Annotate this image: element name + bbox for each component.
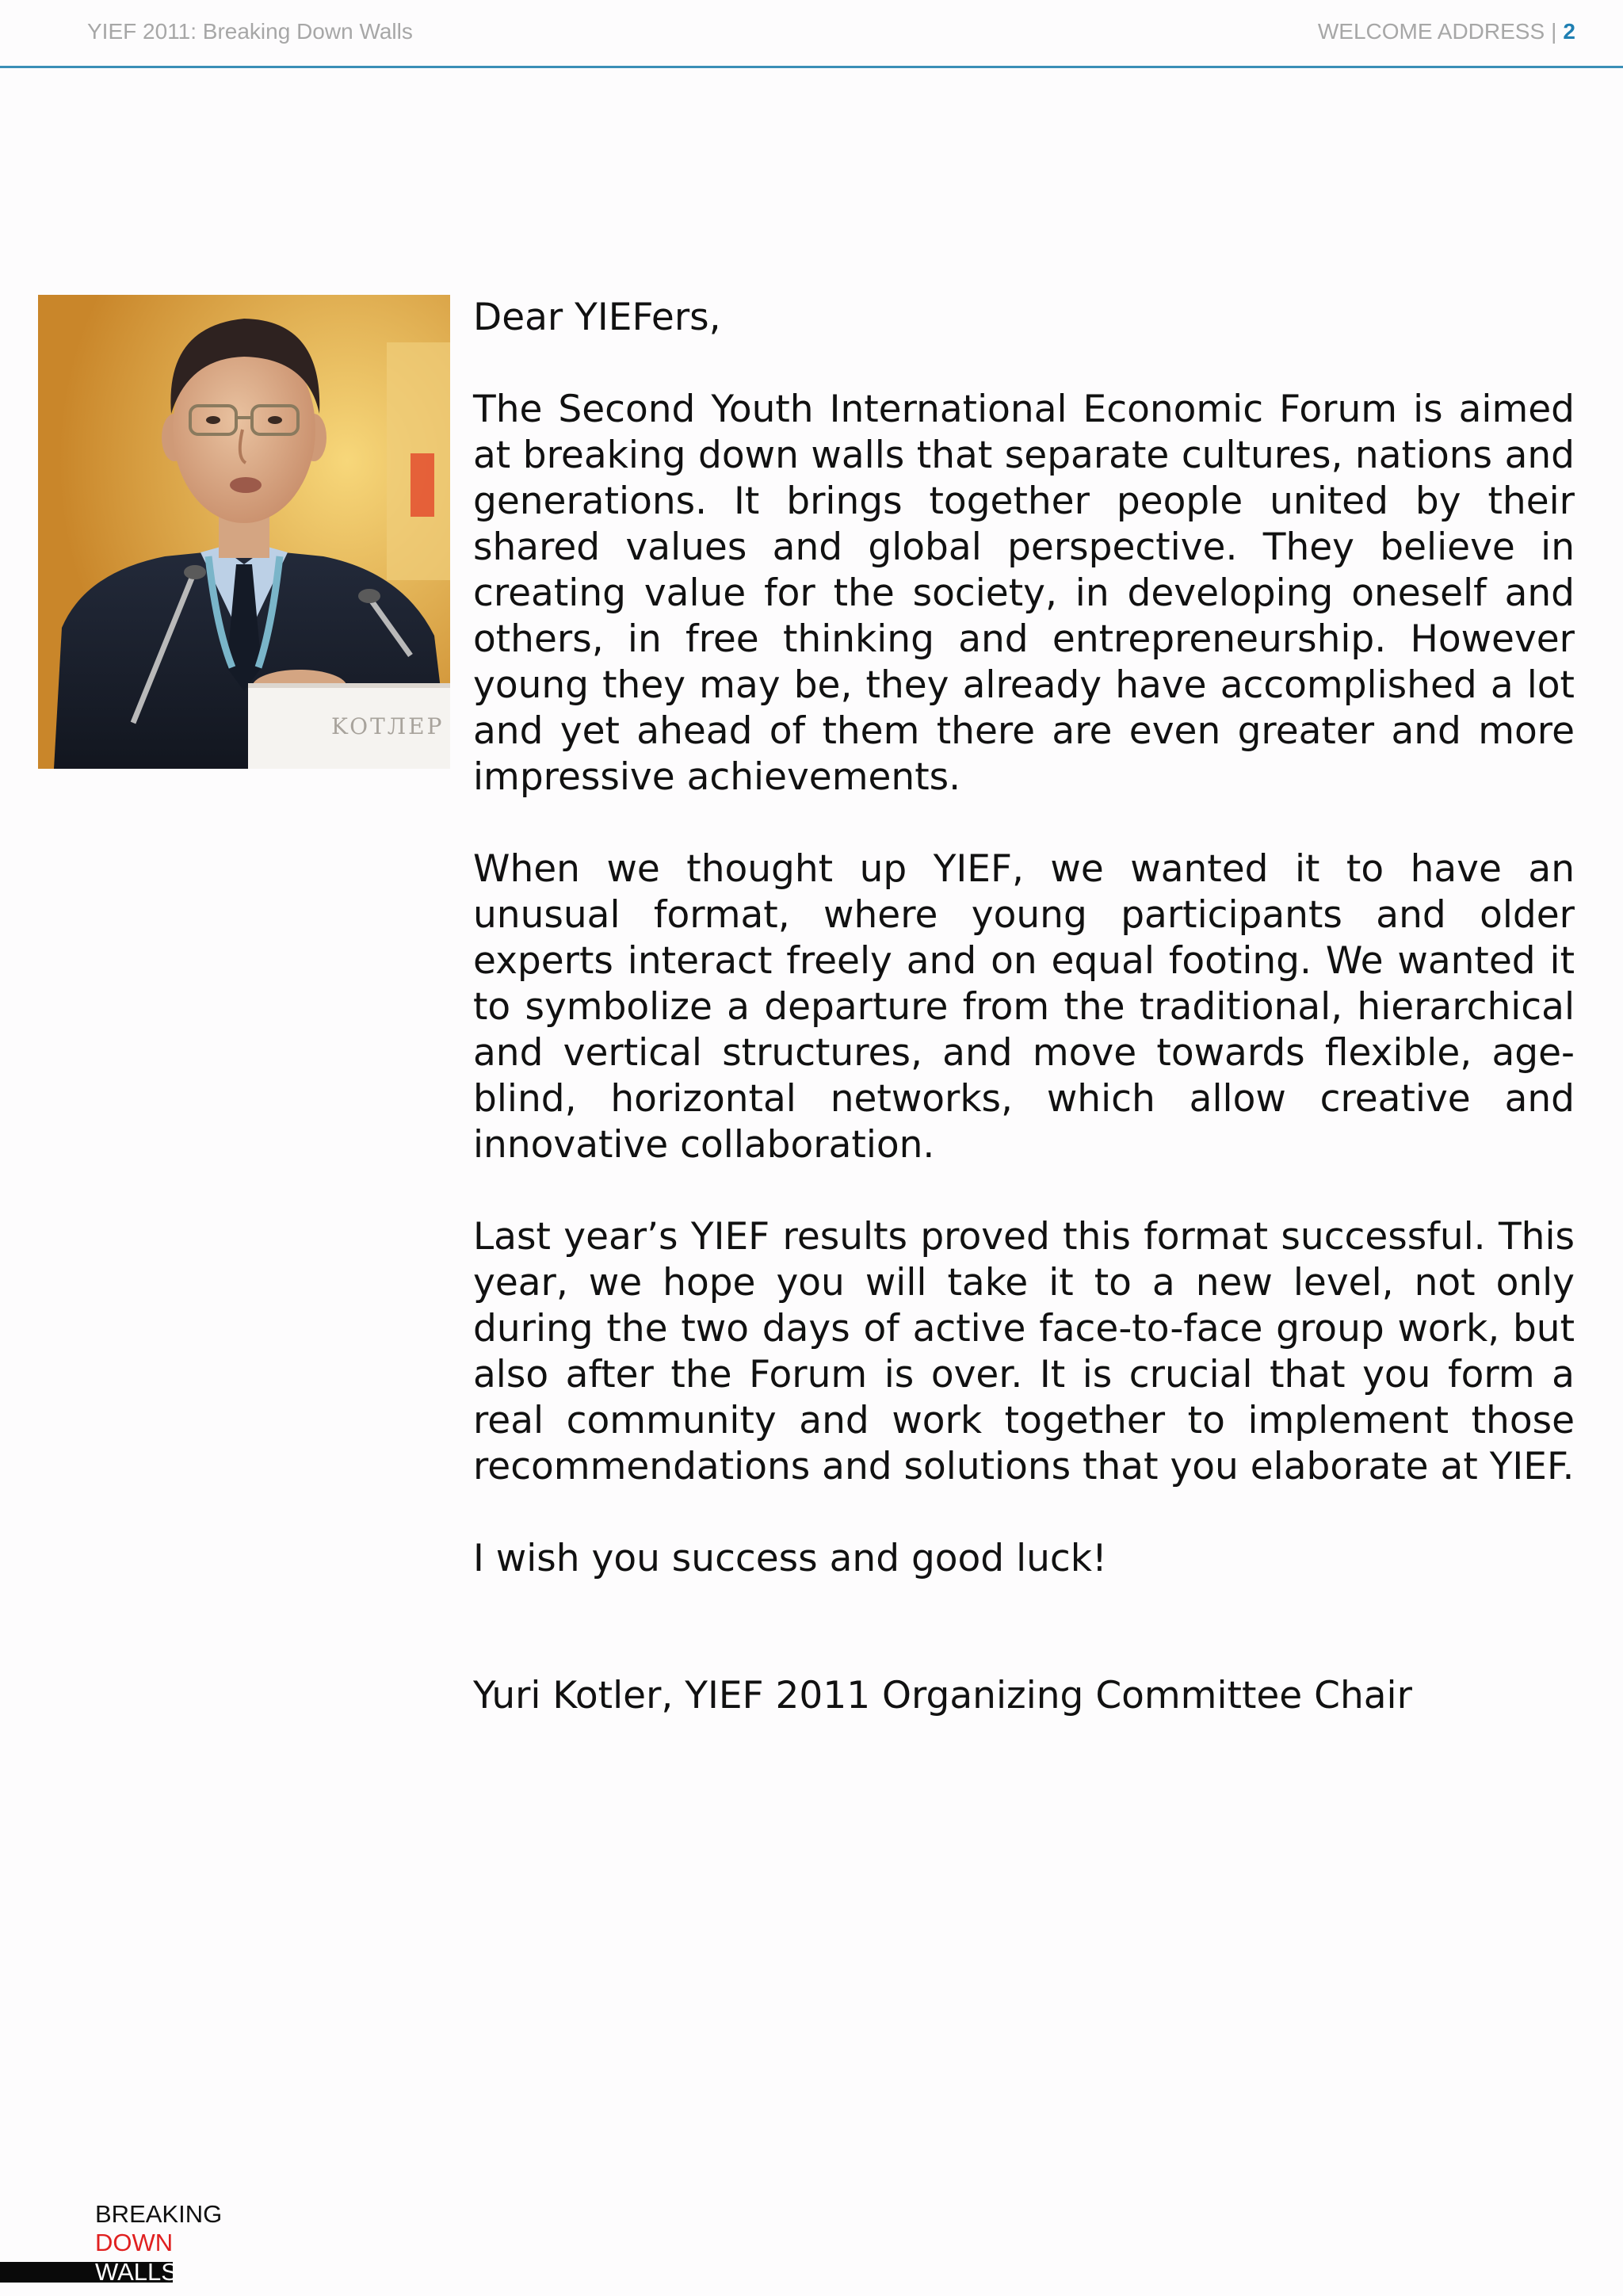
logo-line-down: DOWN bbox=[95, 2229, 174, 2256]
breaking-down-walls-logo bbox=[0, 2199, 222, 2296]
salutation: Dear YIEFers, bbox=[473, 296, 721, 339]
nameplate-text: KOTЛЕР bbox=[331, 713, 445, 739]
signature: Yuri Kotler, YIEF 2011 Organizing Committee Chair bbox=[473, 1674, 1412, 1717]
header-separator: | bbox=[1551, 19, 1557, 44]
logo-line-walls: WALLS bbox=[95, 2258, 178, 2286]
welcome-letter bbox=[473, 295, 1575, 1719]
logo-line-breaking: BREAKING bbox=[95, 2200, 223, 2228]
closing-wish: I wish you success and good luck! bbox=[473, 1537, 1107, 1580]
portrait-illustration bbox=[38, 295, 450, 769]
letter-paragraph-1: The Second Youth International Economic Forum is aimed at breaking down walls that separate cultures, nations and generations. It brings together people united by their shared values and global perspective. They believe in creating value for the society, in developing oneself and others, in free thinking and entrepreneurship. However young they may be, they already have accomplished a lot and yet ahead of them there are even greater and more impressive achievements. bbox=[473, 388, 1575, 799]
section-name: WELCOME ADDRESS bbox=[1317, 19, 1545, 44]
letter-paragraph-3: Last year’s YIEF results proved this format successful. This year, we hope you will take it to a new level, not only during the two days of active face-to-face group work, but also after the Forum is over. It is crucial that you form a real community and work together to implement those recommendations and solutions that you elaborate at YIEF. bbox=[473, 1215, 1575, 1488]
page-header bbox=[0, 0, 1623, 68]
running-title: YIEF 2011: Breaking Down Walls bbox=[87, 19, 413, 44]
portrait-photo bbox=[38, 295, 450, 769]
letter-paragraph-2: When we thought up YIEF, we wanted it to have an unusual format, where young participants and older experts interact freely and on equal footing. We wanted it to symbolize a departure from the traditional, hierarchical and vertical structures, and move towards flexible, age-blind, horizontal networks, which allow creative and innovative collaboration. bbox=[473, 847, 1575, 1167]
page-number: 2 bbox=[1563, 19, 1575, 44]
running-section bbox=[1318, 19, 1575, 44]
